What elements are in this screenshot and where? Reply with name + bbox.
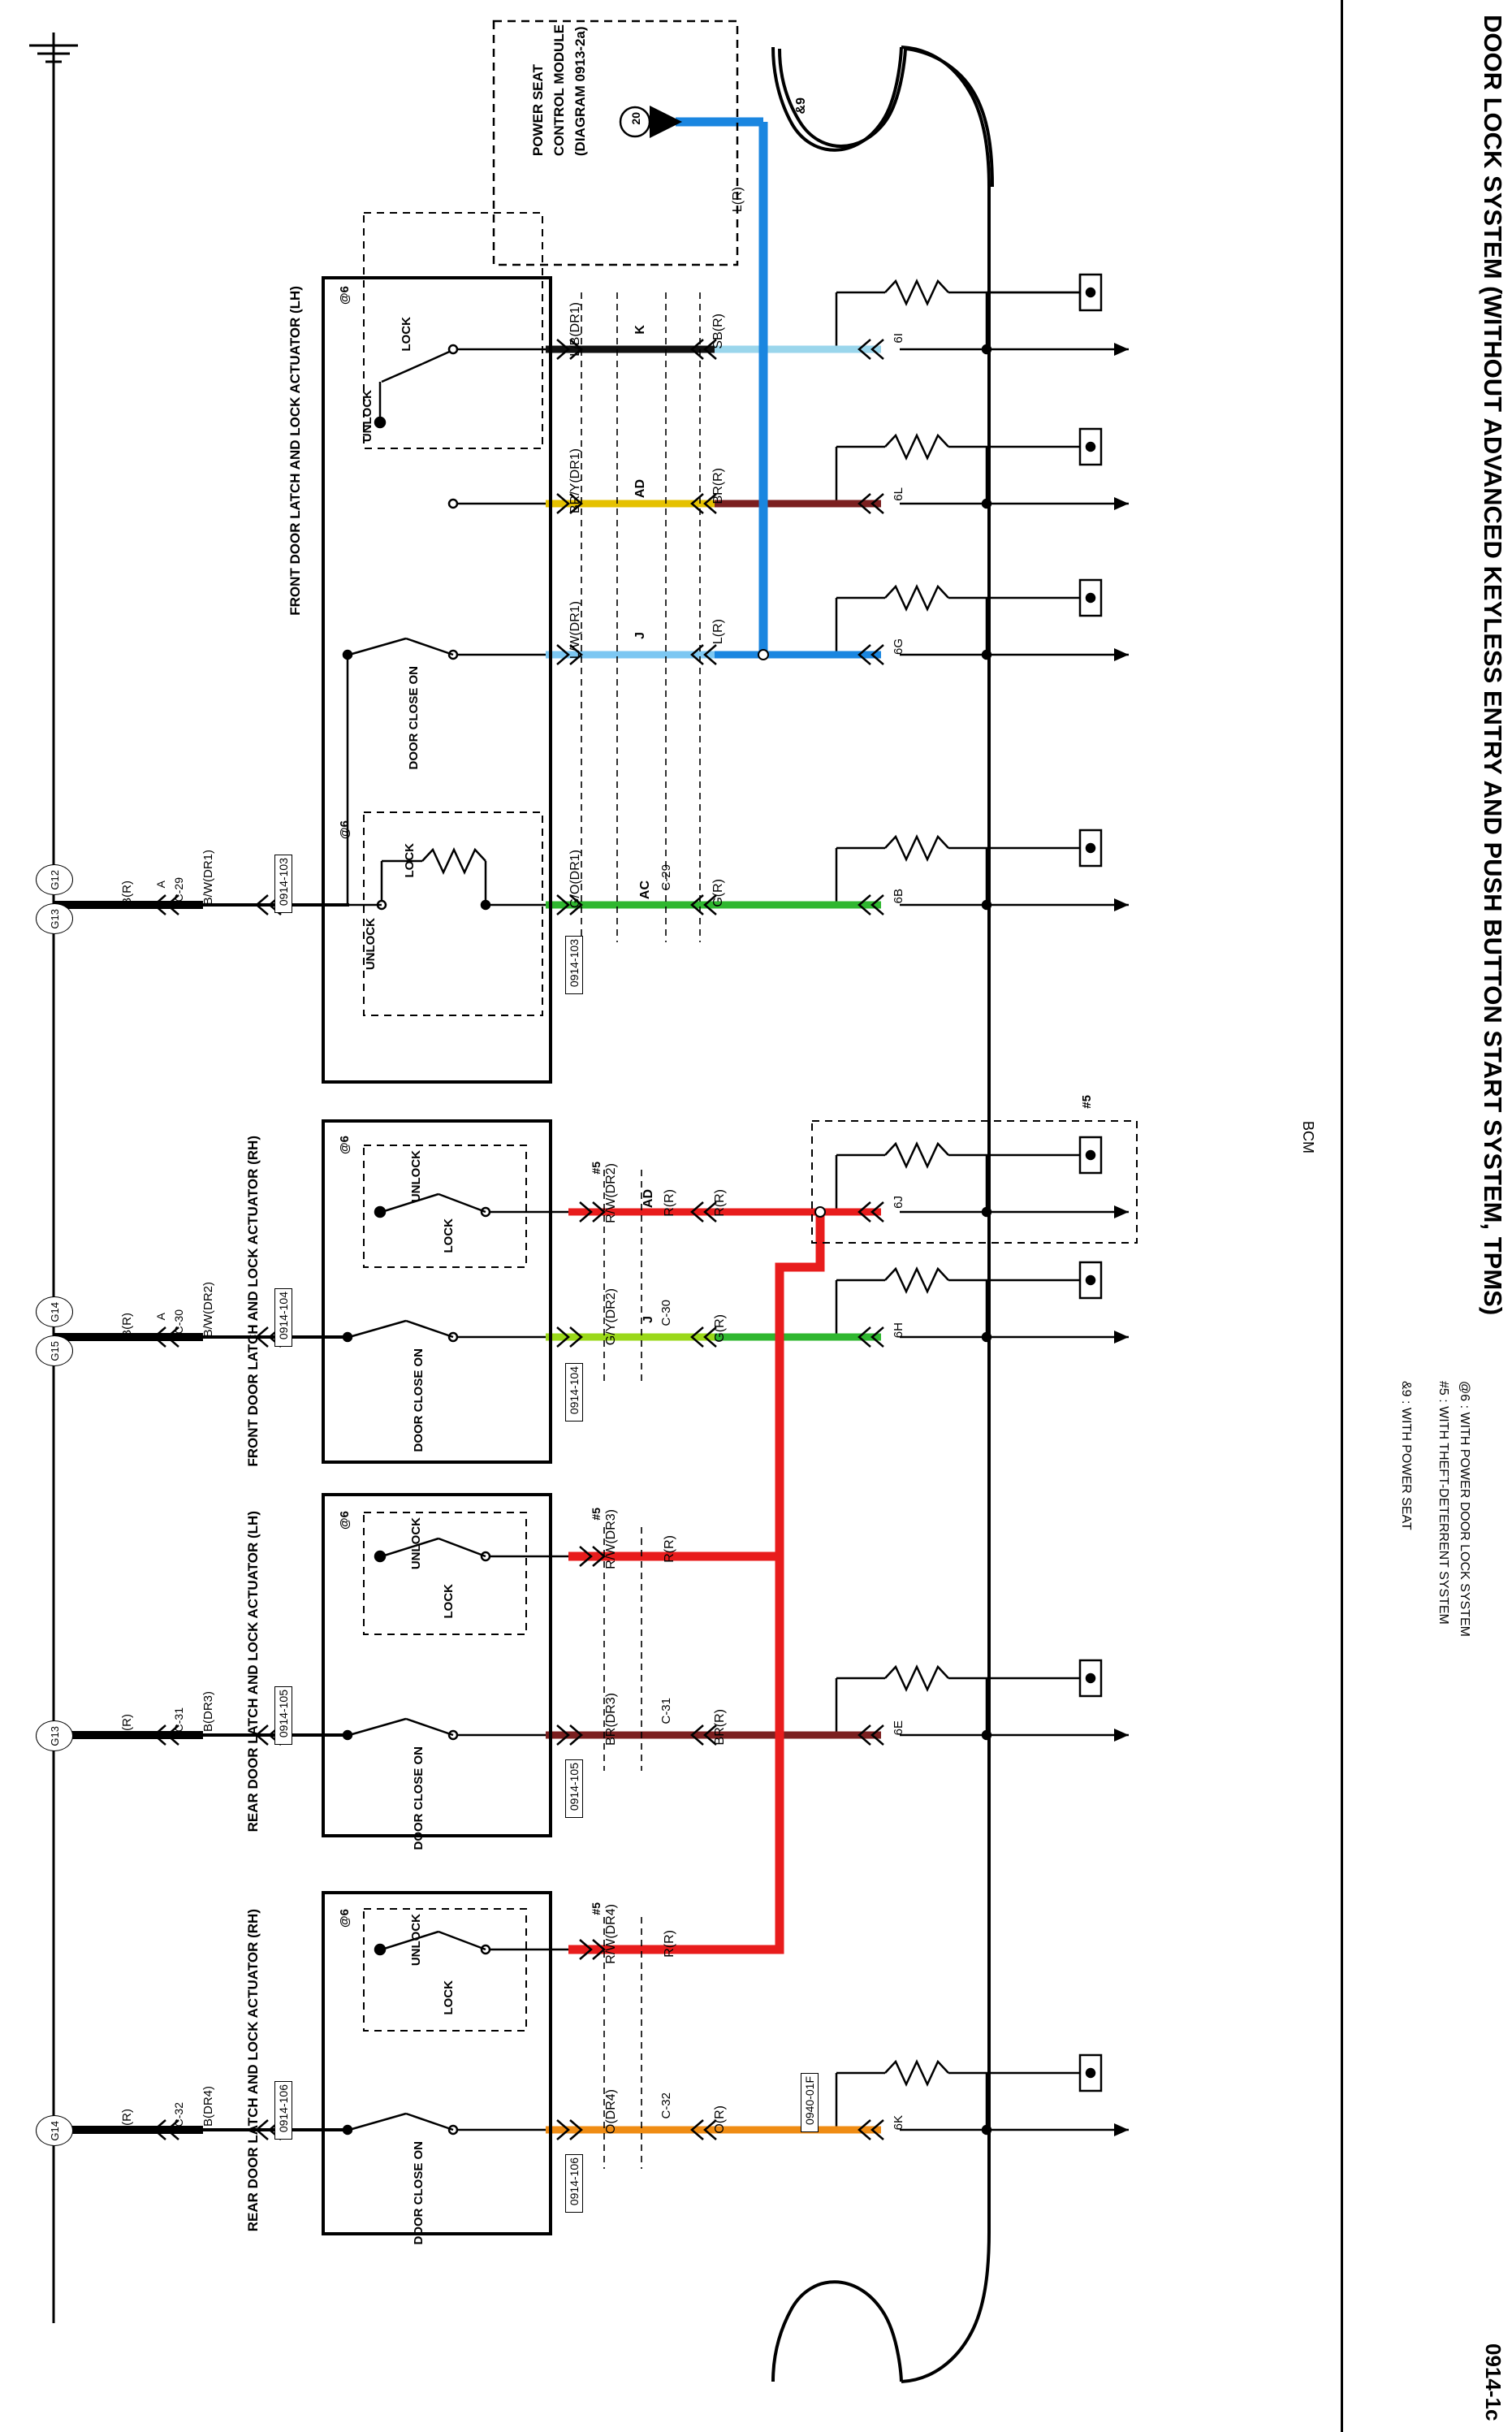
c3-wire-0-tag: #5 [590,1508,603,1521]
c3-sw-unlock: UNLOCK [409,1517,423,1570]
c2-wire-1-conn: C-30 [659,1300,673,1326]
c1-wire-0-name: L/B(DR1) [568,302,582,357]
c2-wire-0-mid2: R(R) [713,1189,727,1217]
c4-ground-wire-1: B(R) [120,2109,134,2134]
c4-wire-1-bcm: 6K [892,2115,905,2131]
c3-wire-0-name: R/W(DR3) [604,1509,618,1569]
c2-wire-1-mid: G(R) [713,1314,727,1343]
c2-connector-2: 0914-104 [565,1363,583,1422]
c2-wire-1-term: J [642,1316,655,1323]
psm-line1: POWER SEAT [530,64,546,157]
c1-wire-1-mid: BR(R) [711,468,725,504]
psm-line2: CONTROL MODULE [551,24,567,157]
c4-wire-1-mid: O(R) [713,2105,727,2134]
note-power-seat: &9 : WITH POWER SEAT [1399,1381,1413,1530]
c1-wire-3-bcm: 6B [892,889,905,904]
component-2-name: FRONT DOOR LATCH AND LOCK ACTUATOR (RH) [245,1136,261,1467]
c4-ground-wire-0: B(DR4) [201,2086,215,2127]
ground-g14b: G14 [36,2115,73,2146]
c1-wire-3-conn: C-29 [659,864,673,891]
c3-ground-wire-0: B(DR3) [201,1691,215,1733]
c2-wire-0-name: R/W(DR2) [604,1163,618,1223]
c1-wire-0-bcm: 6I [892,333,905,344]
component-1-tag: @6 [338,286,352,305]
c2-sw-unlock: UNLOCK [409,1150,423,1203]
c4-sw-unlock: UNLOCK [409,1914,423,1967]
c4-wire-1-name: O(DR4) [604,2089,618,2135]
c1-wire-2-bcm: 6G [892,638,905,656]
c4-sw-doorclose: DOOR CLOSE ON [412,2141,426,2245]
psm-line3: (DIAGRAM 0913-2a) [572,26,588,157]
c1-ground-pin: A [154,881,167,889]
component-1-name: FRONT DOOR LATCH AND LOCK ACTUATOR (LH) [287,286,303,616]
c4-wire-0-name: R/W(DR4) [604,1904,618,1964]
c2-wire-1-name: G/Y(DR2) [604,1288,618,1346]
c3-connector-1: 0914-105 [274,1686,292,1745]
component-4-name: REAR DOOR LATCH AND LOCK ACTUATOR (RH) [245,1909,261,2232]
c2-ground-conn: C-30 [172,1309,185,1335]
component-2-tag: @6 [338,1136,352,1154]
c4-wire-0-mid: R(R) [663,1930,676,1958]
c4-wire-1-conn: C-32 [659,2092,673,2119]
c1-sw-unlock2: UNLOCK [364,918,378,971]
c3-wire-0-mid: R(R) [663,1535,676,1563]
c3-wire-1-bcm: 6E [892,1720,905,1736]
ground-g13: G13 [36,903,73,934]
bcm-label: BCM [1300,1121,1316,1153]
c3-ground-conn: C-31 [172,1707,185,1733]
c4-connector-2: 0914-106 [565,2154,583,2213]
c1-wire-1-term: AD [633,479,647,499]
c1-wire-2-name: L/W(DR1) [568,601,582,660]
c3-wire-1-mid: BR(R) [713,1709,727,1746]
c1-sw-doorclose: DOOR CLOSE ON [407,666,421,770]
note-power-door-lock: @6 : WITH POWER DOOR LOCK SYSTEM [1458,1381,1471,1637]
c1-wire-3-term: AC [638,881,652,900]
wire-label-psm: L(R) [731,187,745,213]
c1-connector-2: 0914-103 [565,936,583,994]
c1-ground-wire-0: B/W(DR1) [201,850,215,906]
c1-wire-1-name: BR/Y(DR1) [568,448,582,514]
theft-tag-box: #5 [1080,1095,1094,1109]
c1-wire-0-term: K [633,325,647,335]
c1-sw-unlock: UNLOCK [361,390,374,443]
c1-sw-lock: LOCK [400,317,413,352]
c1-ground-conn: C-29 [172,877,185,902]
c2-wire-0-bcm: 6J [892,1196,905,1209]
c3-wire-1-name: BR(DR3) [604,1693,618,1746]
c1-sw-lock2: LOCK [403,843,417,878]
ground-g15: G15 [36,1335,73,1366]
branch-tag-power-seat: &9 [794,97,808,115]
c2-wire-0-tag: #5 [590,1162,603,1175]
c1-wire-3-mid: G(R) [711,879,725,907]
c1-wire-1-bcm: 6L [892,487,905,501]
component-3-name: REAR DOOR LATCH AND LOCK ACTUATOR (LH) [245,1511,261,1833]
c4-wire-0-tag: #5 [590,1902,603,1915]
c4-connector-1: 0914-106 [274,2081,292,2140]
c3-wire-1-conn: C-31 [659,1698,673,1724]
note-theft: #5 : WITH THEFT-DETERRENT SYSTEM [1436,1381,1450,1625]
ground-g12: G12 [36,864,73,895]
c4-ground-conn: C-32 [172,2102,185,2127]
c4-sw-lock: LOCK [442,1980,456,2015]
ground-g13b: G13 [36,1720,73,1751]
c3-sw-lock: LOCK [442,1584,456,1619]
component-3-tag: @6 [338,1511,352,1530]
power-seat-module-label [528,24,591,156]
page-title: DOOR LOCK SYSTEM (WITHOUT ADVANCED KEYLESS ENTRY AND PUSH BUTTON START SYSTEM, TPMS) [1479,15,1507,1316]
c3-sw-doorclose: DOOR CLOSE ON [412,1746,426,1850]
c2-sw-doorclose: DOOR CLOSE ON [412,1348,426,1452]
c1-wire-2-term: J [633,632,647,639]
c2-wire-0-mid: R(R) [663,1189,676,1217]
c2-ground-wire-0: B/W(DR2) [201,1282,215,1338]
component-4-tag: @6 [338,1909,352,1928]
c1-wire-2-mid: L(R) [711,619,725,645]
diagram-number: 0914-1c [1481,2343,1506,2421]
c2-ground-wire-1: B(R) [120,1313,134,1338]
c1-wire-3-name: G/O(DR1) [568,850,582,908]
c1-ground-wire-1: B(R) [120,881,134,906]
c2-ground-pin: A [154,1313,167,1321]
c1-connector-1: 0914-103 [274,855,292,913]
c1-wire-0-mid: SB(R) [711,314,725,349]
c2-sw-lock: LOCK [442,1218,456,1253]
c3-connector-2: 0914-105 [565,1759,583,1818]
c2-wire-1-bcm: 6H [892,1322,905,1339]
ground-g14: G14 [36,1296,73,1327]
c3-ground-wire-1: B(R) [120,1714,134,1739]
psm-pin-number: 20 [629,112,642,125]
c2-connector-1: 0914-104 [274,1288,292,1347]
component-1-tag2: @6 [338,820,352,839]
c4-connector-3: 0940-01F [801,2073,819,2132]
c2-wire-0-term: AD [642,1189,655,1209]
